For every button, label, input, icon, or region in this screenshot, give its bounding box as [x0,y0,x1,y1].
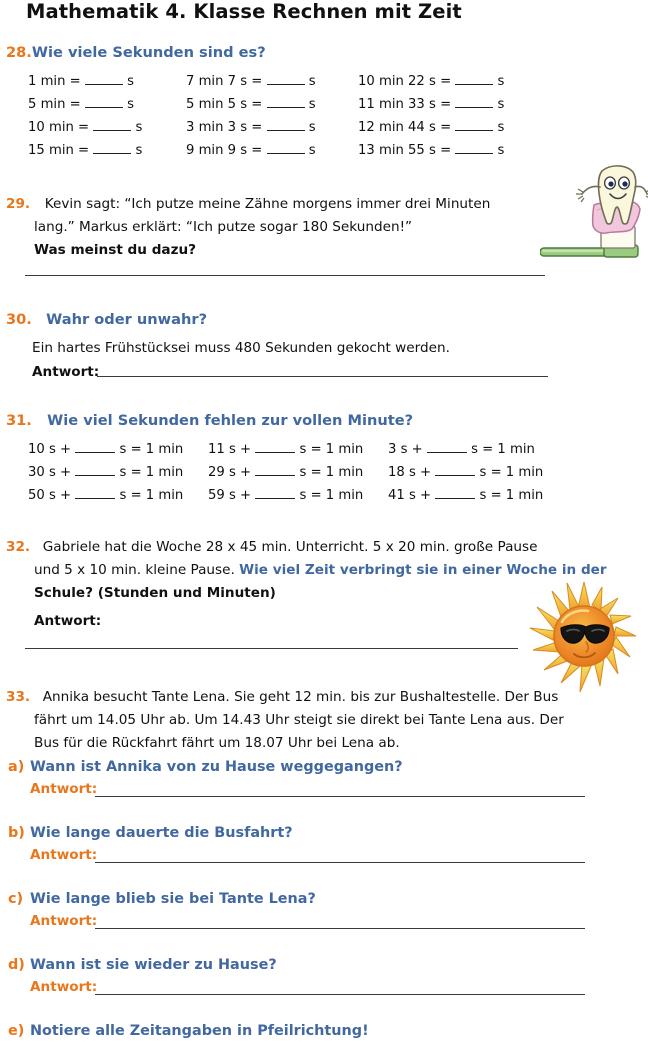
exercise-30-statement: Ein hartes Frühstücksei muss 480 Sekunden gekocht werden. [32,340,450,356]
exercise-28-question: Wie viele Sekunden sind es? [31,44,266,61]
blank-field[interactable] [85,84,123,85]
subquestion-d-text: Wann ist sie wieder zu Hause? [30,957,277,973]
blank-field[interactable] [75,475,115,476]
blank-field[interactable] [267,130,305,131]
blank-field[interactable] [255,452,295,453]
equation-row: 1 min = s [28,74,134,89]
exercise-31-question: Wie viel Sekunden fehlen zur vollen Minute? [47,412,414,429]
subquestion-c-answer-line[interactable] [95,928,585,929]
equation-row: 12 min 44 s = s [358,120,505,135]
equation-row: 9 min 9 s = s [186,143,316,158]
exercise-32-line-2 [6,559,607,582]
equation-row: 10 min = s [28,120,143,135]
equation-row: 50 s + s = 1 min [28,488,184,503]
equation-row: 15 min = s [28,143,143,158]
blank-field[interactable] [93,153,131,154]
blank-field[interactable] [255,475,295,476]
equation-row: 29 s + s = 1 min [208,465,364,480]
equation-row: 10 min 22 s = s [358,74,505,89]
exercise-29-number: 29. [6,196,31,212]
blank-field[interactable] [455,130,493,131]
equation-row: 3 min 3 s = s [186,120,316,135]
page-title: Mathematik 4. Klasse Rechnen mit Zeit [26,0,462,23]
exercise-30-answer-line[interactable] [97,376,548,377]
blank-field[interactable] [427,452,467,453]
subquestion-b-text: Wie lange dauerte die Busfahrt? [30,825,293,841]
blank-field[interactable] [455,107,493,108]
subquestion-b-answer-line[interactable] [95,862,585,863]
tooth-left-hand [576,189,584,202]
exercise-32-line-1 [6,536,607,559]
blank-field[interactable] [93,130,131,131]
subquestion-a-letter: a) [8,759,25,775]
equation-row: 5 min 5 s = s [186,97,316,112]
equation-row: 7 min 7 s = s [186,74,316,89]
exercise-30-answer-label: Antwort: [32,364,100,380]
exercise-31-column-3 [388,438,558,507]
subquestion-b-letter: b) [8,825,25,841]
exercise-32-answer-line[interactable] [25,648,518,649]
exercise-30-heading [6,311,207,329]
exercise-31-column-2 [208,438,378,507]
exercise-32-text-2: und 5 x 10 min. kleine Pause. [34,562,240,578]
subquestion-c-answer-label: Antwort: [30,913,98,929]
exercise-30-question: Wahr oder unwahr? [46,311,208,328]
blank-field[interactable] [267,107,305,108]
tooth-left-arm [582,186,600,194]
exercise-32-text-1: Gabriele hat die Woche 28 x 45 min. Unterricht. 5 x 20 min. große Pause [42,539,538,555]
sun-with-sunglasses-illustration [528,578,640,698]
subquestion-a-text: Wann ist Annika von zu Hause weggegangen? [30,759,403,775]
exercise-32-prompt-1: Wie viel Zeit verbringt sie in einer Woche in der [239,562,607,578]
exercise-33 [6,686,564,755]
blank-field[interactable] [75,498,115,499]
exercise-32-prompt-2: Schule? (Stunden und Minuten) [34,585,276,601]
equation-row: 41 s + s = 1 min [388,488,544,503]
blank-field[interactable] [455,84,493,85]
exercise-29-prompt: Was meinst du dazu? [34,242,197,258]
exercise-29-line-2: lang.” Markus erklärt: “Ich putze sogar 180 Sekunden!” [34,219,413,235]
exercise-29-text-1: Kevin sagt: “Ich putze meine Zähne morgens immer drei Minuten [44,196,491,212]
exercise-31-column-1 [28,438,198,507]
blank-field[interactable] [255,498,295,499]
tooth-right-arm [635,186,647,194]
exercise-28-column-2 [186,70,366,162]
subquestion-c-text: Wie lange blieb sie bei Tante Lena? [30,891,316,907]
subquestion-e-letter: e) [8,1023,25,1039]
exercise-28-heading [6,44,266,62]
exercise-29-answer-line[interactable] [25,275,545,276]
exercise-28-number: 28. [6,44,32,61]
exercise-33-text-1: Annika besucht Tante Lena. Sie geht 12 min. bis zur Bushaltestelle. Der Bus [42,689,559,705]
exercise-29 [6,193,490,262]
blank-field[interactable] [435,475,475,476]
equation-row: 13 min 55 s = s [358,143,505,158]
subquestion-e-text: Notiere alle Zeitangaben in Pfeilrichtung! [30,1023,369,1039]
exercise-29-line-1 [6,193,490,216]
exercise-33-line-2: fährt um 14.05 Uhr ab. Um 14.43 Uhr steigt sie direkt bei Tante Lena aus. Der [34,712,564,728]
exercise-31-heading [6,412,413,430]
exercise-33-line-1 [6,686,564,709]
exercise-32 [6,536,607,605]
exercise-33-line-3: Bus für die Rückfahrt fährt um 18.07 Uhr bei Lena ab. [34,735,400,751]
exercise-28-column-1 [28,70,178,162]
blank-field[interactable] [75,452,115,453]
exercise-28-column-3 [358,70,558,162]
blank-field[interactable] [435,498,475,499]
blank-field[interactable] [267,84,305,85]
equation-row: 10 s + s = 1 min [28,442,184,457]
exercise-33-number: 33. [6,689,31,705]
blank-field[interactable] [85,107,123,108]
exercise-30-number: 30. [6,311,32,328]
blank-field[interactable] [455,153,493,154]
equation-row: 11 s + s = 1 min [208,442,364,457]
subquestion-d-answer-label: Antwort: [30,979,98,995]
subquestion-b-answer-label: Antwort: [30,847,98,863]
equation-row: 5 min = s [28,97,134,112]
equation-row: 11 min 33 s = s [358,97,505,112]
subquestion-a-answer-label: Antwort: [30,781,98,797]
tooth-on-toothbrush-illustration [540,163,648,281]
equation-row: 3 s + s = 1 min [388,442,535,457]
subquestion-a-answer-line[interactable] [95,796,585,797]
exercise-32-answer-label: Antwort: [34,613,102,629]
equation-row: 59 s + s = 1 min [208,488,364,503]
equation-row: 18 s + s = 1 min [388,465,544,480]
equation-row: 30 s + s = 1 min [28,465,184,480]
exercise-31-number: 31. [6,412,32,429]
blank-field[interactable] [267,153,305,154]
subquestion-c-letter: c) [8,891,24,907]
subquestion-d-letter: d) [8,957,25,973]
subquestion-d-answer-line[interactable] [95,994,585,995]
exercise-32-number: 32. [6,539,31,555]
